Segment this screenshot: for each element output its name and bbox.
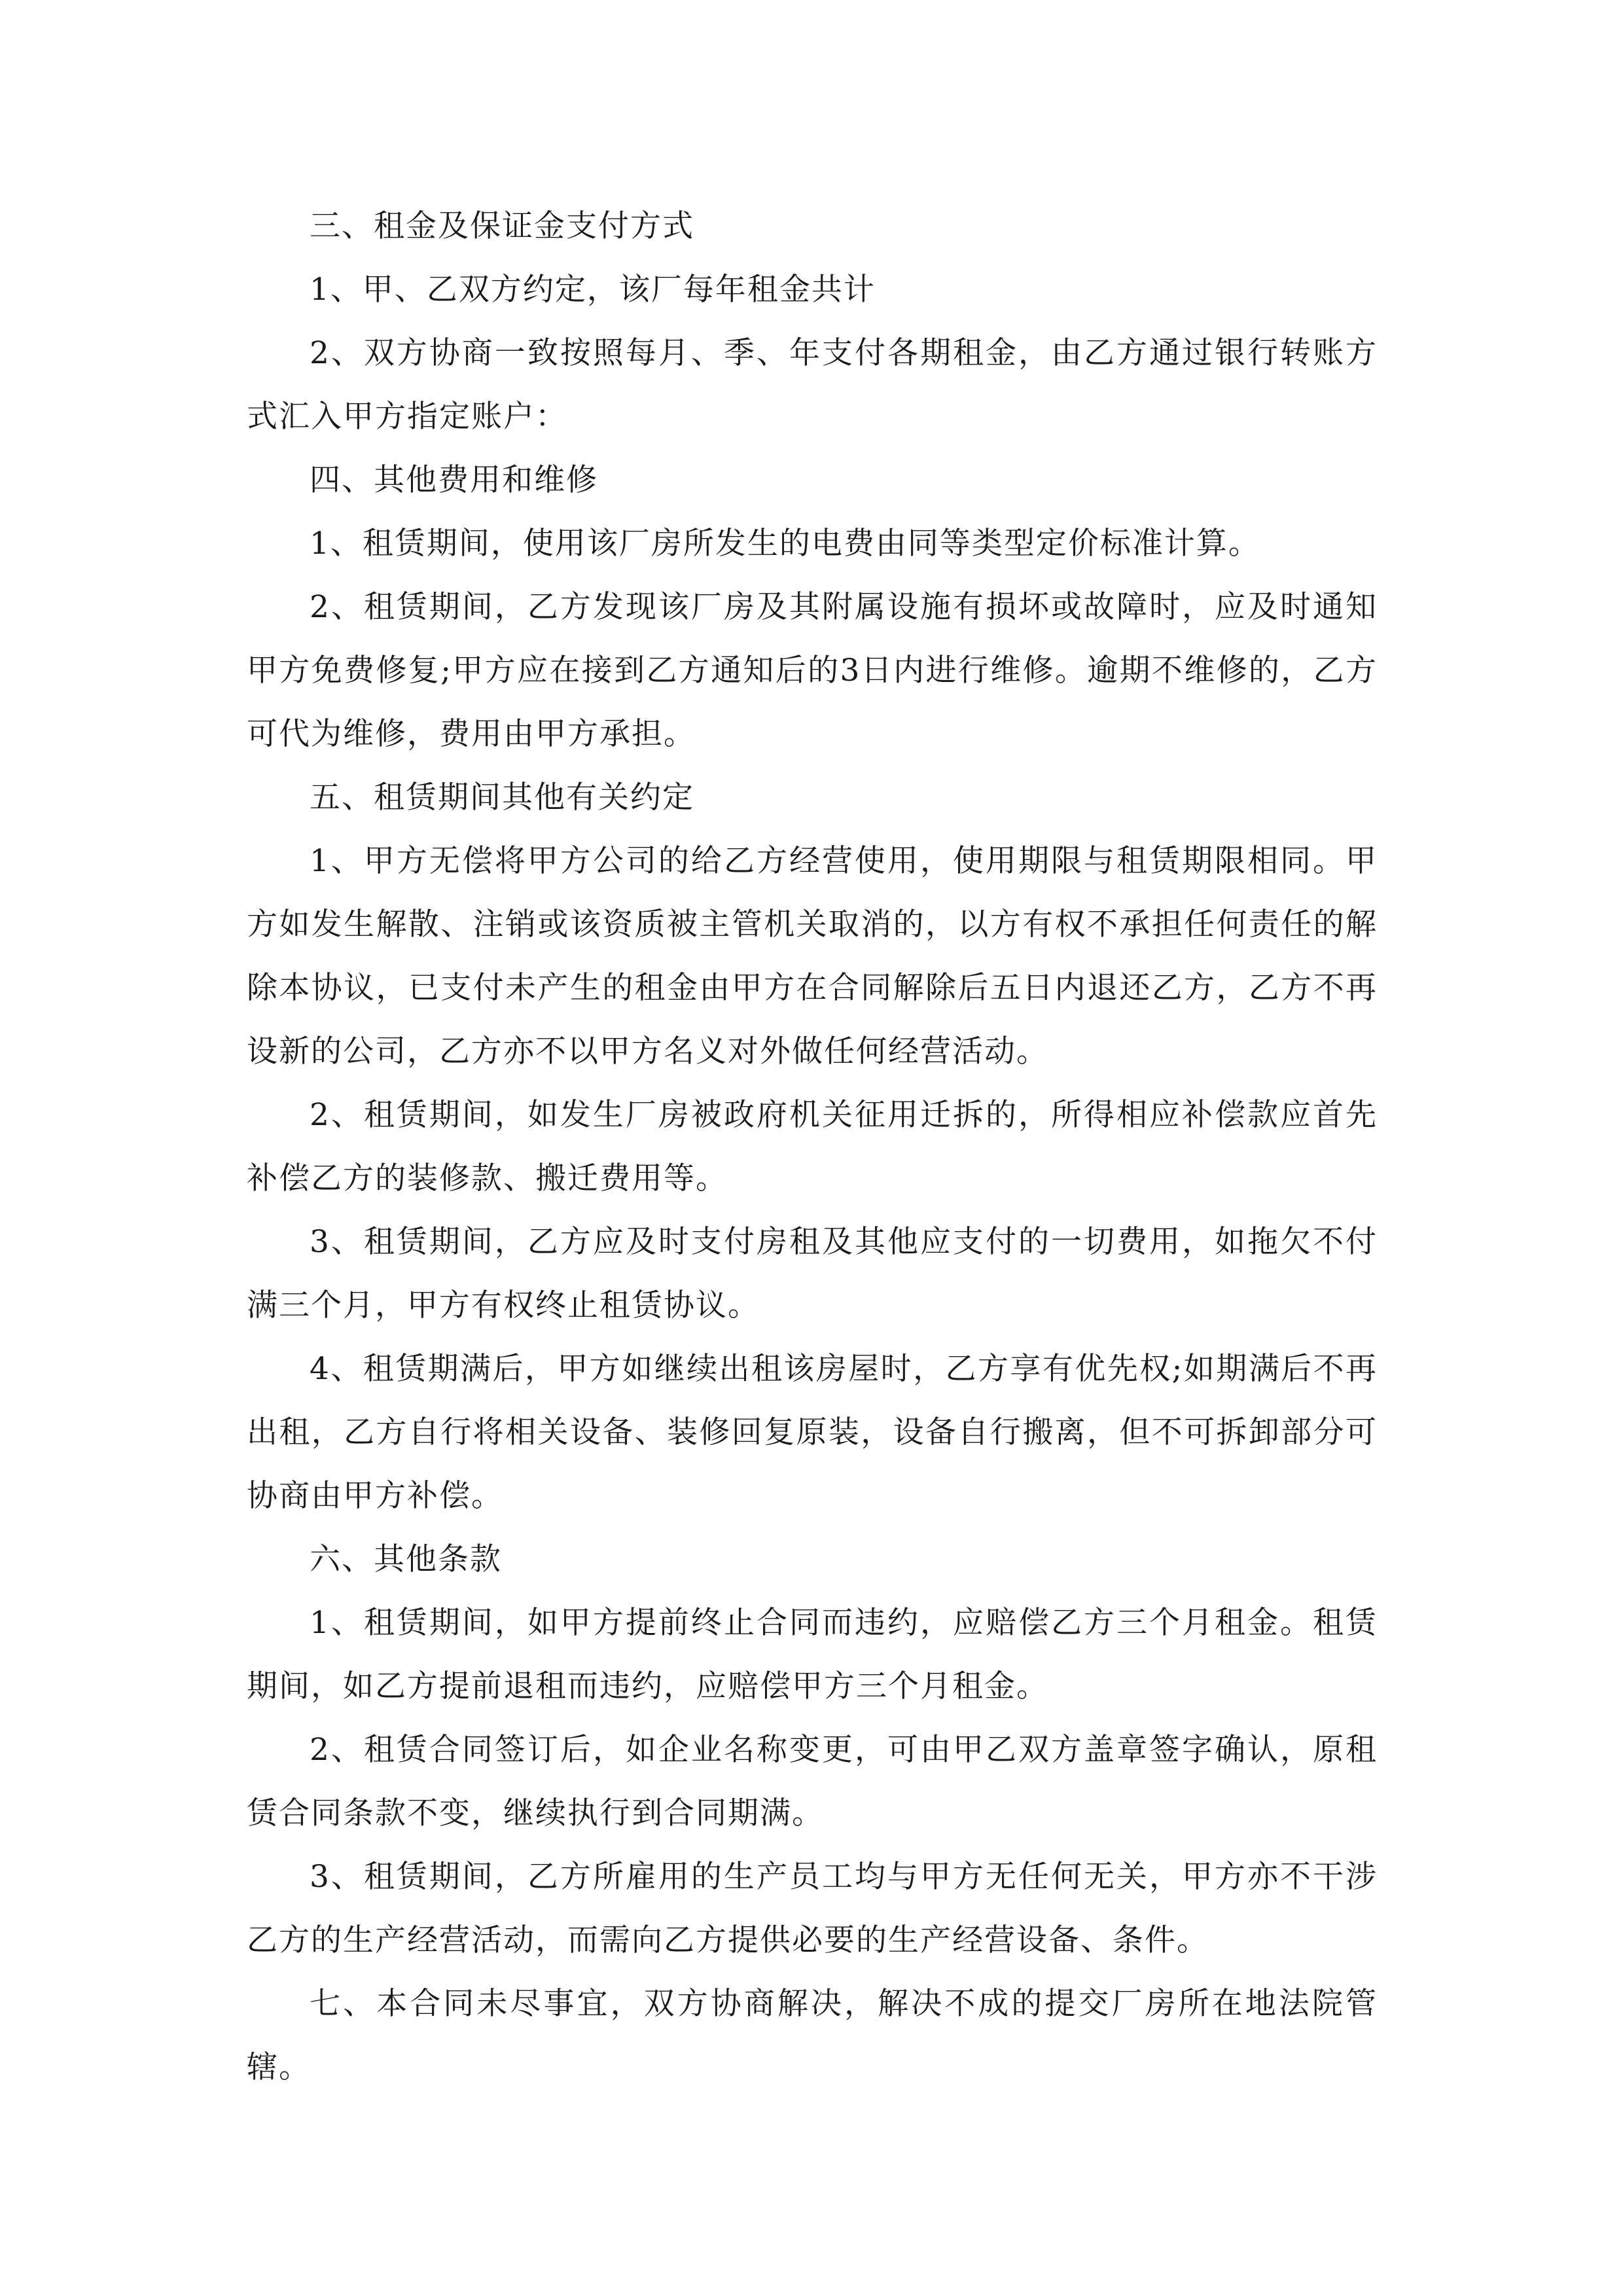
clause-name-change: 2、租赁合同签订后，如企业名称变更，可由甲乙双方盖章签字确认，原租赁合同条款不变，继续执行到合同期满。 [247, 1732, 1378, 1831]
clause-company-use: 1、甲方无偿将甲方公司的给乙方经营使用，使用期限与租赁期限相同。甲方如发生解散、注销或该资质被主管机关取消的，以方有权不承担任何责任的解除本协议，已支付未产生的租金由甲方在合同解除后五日内退还乙方，乙方不再设新的公司，乙方亦不以甲方名义对外做任何经营活动。 [247, 843, 1378, 1069]
clause-lease-expiry: 4、租赁期满后，甲方如继续出租该房屋时，乙方享有优先权;如期满后不再出租，乙方自行将相关设备、装修回复原装，设备自行搬离，但不可拆卸部分可协商由甲方补偿。 [247, 1351, 1378, 1514]
clause-late-payment: 3、租赁期间，乙方应及时支付房租及其他应支付的一切费用，如拖欠不付满三个月，甲方有权终止租赁协议。 [247, 1224, 1378, 1323]
document-body [247, 194, 1378, 2099]
section-heading-other-terms: 六、其他条款 [310, 1541, 502, 1577]
clause-repairs: 2、租赁期间，乙方发现该厂房及其附属设施有损坏或故障时，应及时通知甲方免费修复;甲方应在接到乙方通知后的3日内进行维修。逾期不维修的，乙方可代为维修，费用由甲方承担。 [247, 589, 1378, 752]
section-heading-other-agreements: 五、租赁期间其他有关约定 [310, 780, 694, 816]
clause-expropriation: 2、租赁期间，如发生厂房被政府机关征用迁拆的，所得相应补偿款应首先补偿乙方的装修款、搬迁费用等。 [247, 1097, 1378, 1196]
clause-electricity: 1、租赁期间，使用该厂房所发生的电费由同等类型定价标准计算。 [310, 526, 1260, 562]
clause-employees: 3、租赁期间，乙方所雇用的生产员工均与甲方无任何无关，甲方亦不干涉乙方的生产经营活动，而需向乙方提供必要的生产经营设备、条件。 [247, 1859, 1378, 1958]
clause-payment-method: 2、双方协商一致按照每月、季、年支付各期租金，由乙方通过银行转账方式汇入甲方指定账户： [247, 335, 1378, 435]
clause-early-termination: 1、租赁期间，如甲方提前终止合同而违约，应赔偿乙方三个月租金。租赁期间，如乙方提前退租而违约，应赔偿甲方三个月租金。 [247, 1605, 1378, 1704]
clause-dispute-resolution: 七、本合同未尽事宜，双方协商解决，解决不成的提交厂房所在地法院管辖。 [247, 1986, 1378, 2085]
section-heading-fees-maintenance: 四、其他费用和维修 [310, 462, 598, 498]
section-heading-rent-payment: 三、租金及保证金支付方式 [310, 208, 694, 244]
clause-annual-rent: 1、甲、乙双方约定，该厂每年租金共计 [310, 272, 876, 308]
